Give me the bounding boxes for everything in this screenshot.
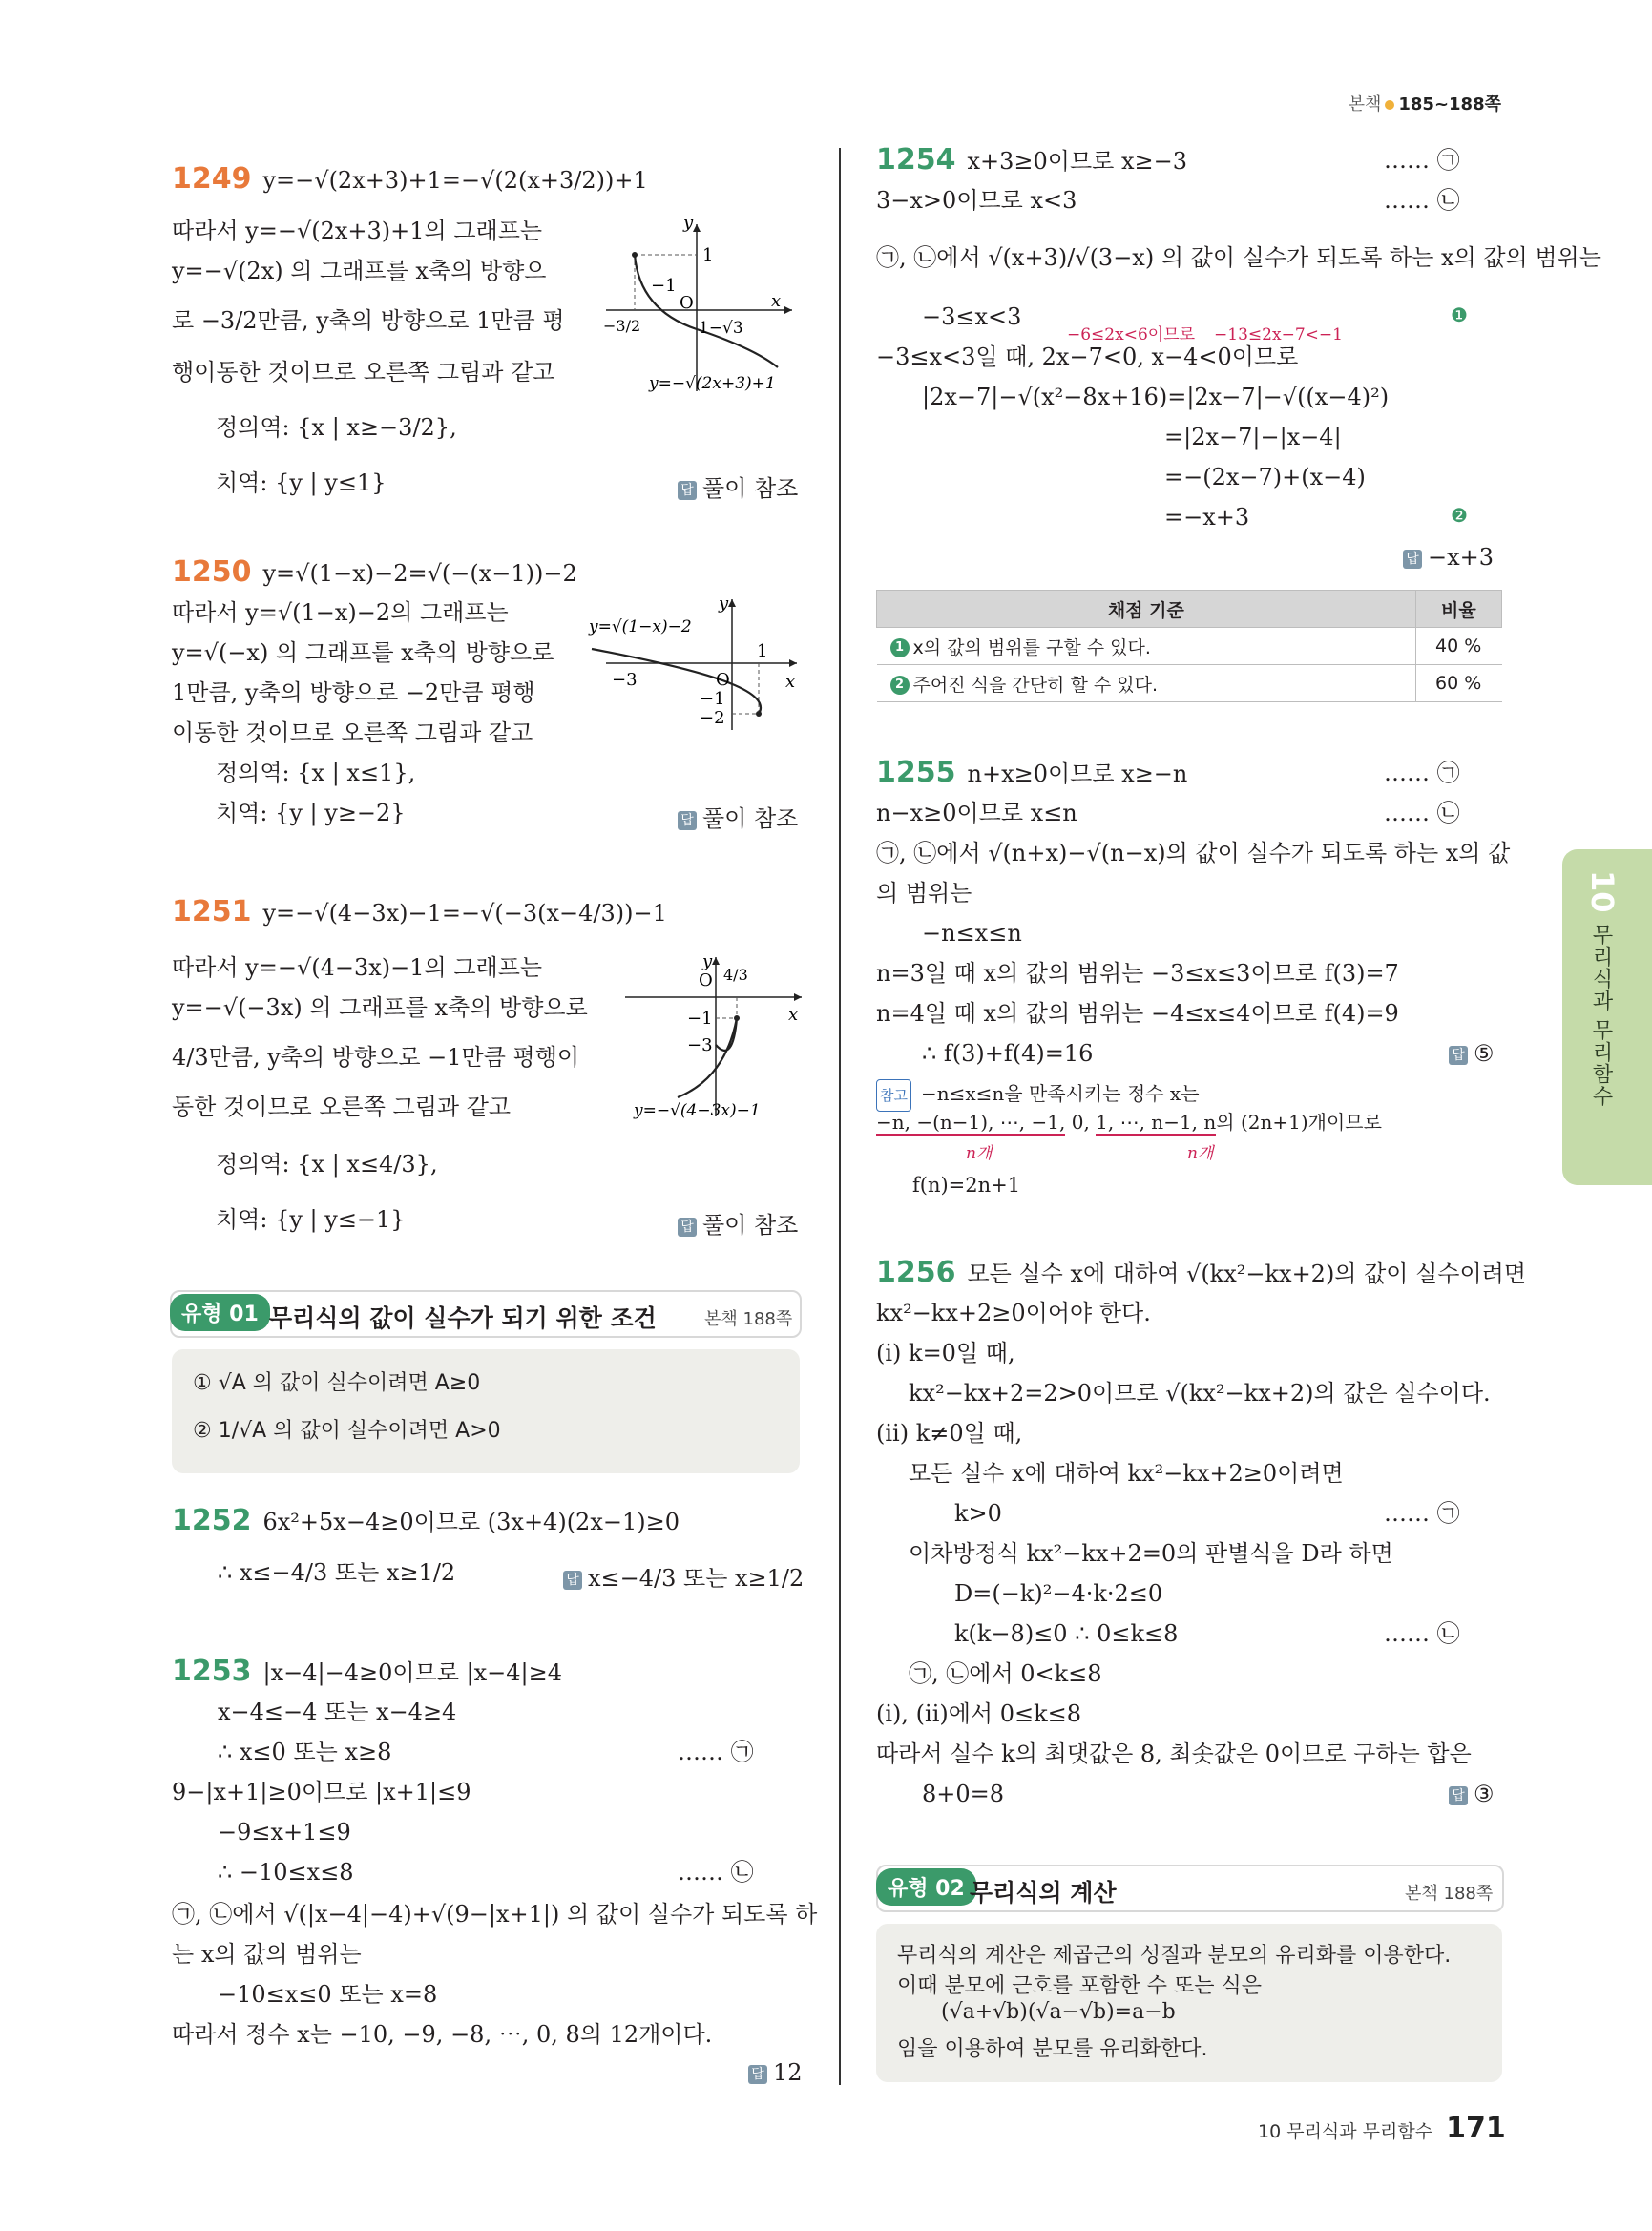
problem-number: 1251: [172, 895, 252, 928]
p1255-line3: ㉠, ㉡에서 √(n+x)−√(n−x)의 값이 실수가 되도록 하는 x의 값: [876, 840, 1511, 866]
bullet-dot-icon: [1385, 100, 1394, 110]
p1255-line4: 의 범위는: [876, 880, 972, 907]
type01-title: 무리식의 값이 실수가 되기 위한 조건: [269, 1304, 657, 1332]
p1251-line1: [172, 897, 667, 928]
marker-1-icon: ❶: [1451, 303, 1468, 326]
footer: [1258, 2112, 1506, 2145]
x-axis-arrow-icon: [789, 659, 797, 667]
type02-summary-line3: (√a+√b)(√a−√b)=a−b: [941, 2000, 1176, 2024]
tick-label: −3: [612, 670, 638, 690]
tick-label: −1: [687, 1009, 713, 1029]
p1249-line4: 로 −3/2만큼, y축의 방향으로 1만큼 평: [172, 307, 565, 334]
p1255-line7: n=4일 때 x의 값의 범위는 −4≤x≤4이므로 f(4)=9: [876, 1000, 1399, 1027]
p1254-tag-a: …… ㉠: [1384, 147, 1460, 174]
x-label: x: [771, 291, 782, 311]
x-label: x: [788, 1005, 799, 1025]
p1252-answer: [563, 1559, 804, 1593]
grading-ratio: 60 %: [1415, 665, 1501, 702]
grading-ratio: 40 %: [1415, 628, 1501, 665]
p1256-line12: (i), (ii)에서 0≤k≤8: [876, 1700, 1082, 1727]
answer-text: x≤−4/3 또는 x≥1/2: [588, 1565, 805, 1592]
equation: n+x≥0이므로 x≥−n: [967, 761, 1188, 787]
marker-icon: 2: [890, 676, 910, 695]
grading-criteria: [877, 665, 1416, 702]
p1254-line3: ㉠, ㉡에서 √(x+3)/√(3−x) 의 값이 실수가 되도록 하는 x의 값의 범위는: [876, 244, 1601, 271]
function-curve: [678, 1018, 737, 1097]
p1250-line3: y=√(−x) 의 그래프를 x축의 방향으로: [172, 639, 554, 666]
p1253-line9: −10≤x≤0 또는 x=8: [218, 1981, 438, 2008]
p1253-line3: ∴ x≤0 또는 x≥8: [218, 1739, 392, 1765]
p1255-line2: n−x≥0이므로 x≤n: [876, 800, 1077, 826]
x-axis-arrow-icon: [784, 306, 792, 314]
p1252-line2: ∴ x≤−4/3 또는 x≥1/2: [218, 1559, 456, 1586]
equation: x+3≥0이므로 x≥−3: [967, 148, 1187, 175]
header-pages: 185~188쪽: [1398, 94, 1501, 115]
p1254-line6: |2x−7|−√(x²−8x+16)=|2x−7|−√((x−4)²): [922, 384, 1390, 410]
grading-table: [876, 590, 1502, 702]
type02-summary-line2: 이때 분모에 근호를 포함한 수 또는 식은: [897, 1974, 1262, 1998]
p1251-answer: [678, 1206, 798, 1240]
p1253-line6: ∴ −10≤x≤8: [218, 1859, 354, 1886]
note-suffix: 의 (2n+1)개이므로: [1216, 1111, 1382, 1134]
function-curve: [635, 255, 778, 367]
p1256-line4: kx²−kx+2=2>0이므로 √(kx²−kx+2)의 값은 실수이다.: [909, 1380, 1491, 1407]
y-label: y: [702, 951, 713, 971]
origin-label: O: [699, 970, 713, 990]
tick-label: 1−√3: [699, 319, 743, 338]
p1249-graph: [592, 215, 802, 396]
p1251-line4: 4/3만큼, y축의 방향으로 −1만큼 평행이: [172, 1044, 580, 1071]
tick-label: −2: [700, 708, 725, 728]
negative-range: −n, −(n−1), ⋯, −1,: [876, 1111, 1066, 1134]
origin-label: O: [716, 670, 730, 690]
criteria-text: x의 값의 범위를 구할 수 있다.: [912, 636, 1151, 658]
p1250-graph: [587, 592, 806, 735]
count-label: n개: [966, 1144, 993, 1163]
tick-label: 4/3: [723, 966, 748, 984]
type02-summary-line1: 무리식의 계산은 제곱근의 성질과 분모의 유리화를 이용한다.: [897, 1944, 1452, 1968]
answer-icon: 답: [678, 481, 697, 500]
marker-icon: 1: [890, 638, 910, 657]
p1255-line6: n=3일 때 x의 값의 범위는 −3≤x≤3이므로 f(3)=7: [876, 960, 1399, 987]
chapter-title: 무리식과 무리함수: [1589, 924, 1613, 1107]
y-label: y: [683, 215, 694, 233]
criteria-text: 주어진 식을 간단히 할 수 있다.: [912, 674, 1158, 696]
problem-number: 1253: [172, 1655, 252, 1688]
y-axis-arrow-icon: [712, 957, 720, 965]
curve-equation: y=√(1−x)−2: [589, 617, 692, 636]
p1249-line3: y=−√(2x) 의 그래프를 x축의 방향으: [172, 258, 547, 284]
type01-condition-2: ② 1/√A 의 값이 실수이려면 A>0: [193, 1419, 501, 1443]
p1254-line2: 3−x>0이므로 x<3: [876, 187, 1077, 214]
answer-text: ③: [1474, 1781, 1495, 1807]
p1250-line1: [172, 557, 577, 589]
p1251-graph: [620, 949, 811, 1121]
tick-label: 1: [702, 245, 714, 265]
p1254-line4: −3≤x<3: [922, 303, 1022, 330]
tick-label: −3: [687, 1035, 713, 1055]
p1256-line2: kx²−kx+2≥0이어야 한다.: [876, 1300, 1151, 1326]
p1254-line9: =−x+3: [1164, 504, 1250, 531]
grading-row: [877, 628, 1502, 665]
footer-chapter: 10 무리식과 무리함수: [1258, 2121, 1433, 2142]
header-prefix: 본책: [1348, 94, 1382, 115]
tick-label: −1: [651, 276, 677, 296]
p1251-line3: y=−√(−3x) 의 그래프를 x축의 방향으로: [172, 994, 588, 1021]
curve-equation: y=−√(2x+3)+1: [649, 374, 776, 393]
answer-text: 풀이 참조: [702, 1212, 799, 1239]
p1255-note2: [876, 1107, 1382, 1137]
zero: 0,: [1065, 1111, 1097, 1134]
positive-range: 1, ⋯, n−1, n: [1096, 1111, 1217, 1134]
p1251-domain: 정의역: {x | x≤4/3},: [216, 1151, 438, 1178]
p1254-tag-b: …… ㉡: [1384, 187, 1460, 214]
p1249-line2: 따라서 y=−√(2x+3)+1의 그래프는: [172, 218, 543, 244]
start-point: [632, 252, 638, 258]
p1252-line1: [172, 1506, 680, 1537]
tick-label: −1: [700, 689, 725, 709]
type01-condition-1: ① √A 의 값이 실수이려면 A≥0: [193, 1371, 481, 1395]
equation: y=−√(2x+3)+1=−√(2(x+3/2))+1: [262, 167, 648, 194]
curve-equation: y=−√(4−3x)−1: [634, 1101, 761, 1120]
p1253-line10: 따라서 정수 x는 −10, −9, −8, ⋯, 0, 8의 12개이다.: [172, 2021, 713, 2048]
type02-ref: 본책 188쪽: [1405, 1884, 1494, 1904]
p1256-line10: k(k−8)≤0 ∴ 0≤k≤8: [954, 1620, 1179, 1647]
p1255-line5: −n≤x≤n: [922, 920, 1022, 947]
answer-icon: 답: [1449, 1046, 1468, 1065]
p1250-domain: 정의역: {x | x≤1},: [216, 760, 416, 786]
type02-title: 무리식의 계산: [970, 1879, 1117, 1907]
tick-label: −3/2: [603, 317, 641, 335]
note-tag: 참고: [876, 1079, 911, 1112]
p1255-line1: [876, 758, 1187, 789]
problem-number: 1256: [876, 1256, 956, 1289]
page-number: 171: [1446, 2112, 1506, 2145]
p1256-line7: k>0: [954, 1500, 1002, 1527]
tick-label: 1: [757, 641, 768, 661]
count-label: n개: [1187, 1144, 1214, 1163]
answer-text: 풀이 참조: [702, 805, 799, 832]
p1253-line7: ㉠, ㉡에서 √(|x−4|−4)+√(9−|x+1|) 의 값이 실수가 되도록 하: [172, 1901, 818, 1928]
p1256-line9: D=(−k)²−4·k·2≤0: [954, 1580, 1163, 1607]
p1250-line4: 1만큼, y축의 방향으로 −2만큼 평행: [172, 679, 535, 706]
p1249-domain: 정의역: {x | x≥−3/2},: [216, 414, 457, 441]
answer-icon: 답: [748, 2065, 767, 2084]
problem-number: 1255: [876, 756, 956, 789]
y-axis-arrow-icon: [693, 224, 701, 232]
p1255-note3: f(n)=2n+1: [912, 1174, 1021, 1197]
p1253-line5: −9≤x+1≤9: [218, 1819, 351, 1845]
p1255-answer: [1449, 1040, 1495, 1067]
equation: y=−√(4−3x)−1=−√(−3(x−4/3))−1: [262, 900, 667, 927]
p1250-answer: [678, 800, 798, 833]
p1254-line1: [876, 145, 1187, 177]
p1256-tag-b: …… ㉡: [1384, 1620, 1460, 1647]
start-point: [734, 1015, 740, 1021]
p1256-tag-a: …… ㉠: [1384, 1500, 1460, 1527]
p1251-line2: 따라서 y=−√(4−3x)−1의 그래프는: [172, 954, 543, 981]
p1256-line3: (i) k=0일 때,: [876, 1340, 1015, 1366]
chapter-number: 10: [1584, 870, 1621, 913]
equation: |x−4|−4≥0이므로 |x−4|≥4: [262, 1659, 562, 1686]
p1256-line5: (ii) k≠0일 때,: [876, 1420, 1023, 1447]
note-a: −6≤2x<6이므로: [1067, 325, 1196, 344]
p1250-range: 치역: {y | y≥−2}: [216, 800, 406, 826]
x-label: x: [785, 672, 796, 692]
p1256-line1: [876, 1258, 1526, 1289]
grading-header-criteria: 채점 기준: [877, 591, 1416, 628]
note-b: −13≤2x−7<−1: [1214, 325, 1343, 344]
p1256-line14: 8+0=8: [922, 1781, 1005, 1807]
p1253-line1: [172, 1657, 562, 1688]
origin-label: O: [680, 293, 694, 313]
p1254-line5: −3≤x<3일 때, 2x−7<0, x−4<0이므로: [876, 344, 1299, 370]
p1249-line5: 행이동한 것이므로 오른쪽 그림과 같고: [172, 359, 555, 386]
p1253-answer: [748, 2059, 803, 2086]
answer-icon: 답: [1449, 1786, 1468, 1805]
end-point: [756, 711, 762, 717]
p1256-answer: [1449, 1781, 1495, 1807]
note-text: −n≤x≤n을 만족시키는 정수 x는: [920, 1082, 1200, 1105]
p1254-answer: [1403, 544, 1494, 571]
p1255-tag-b: …… ㉡: [1384, 800, 1460, 826]
answer-icon: 답: [563, 1571, 582, 1590]
type02-tag: 유형 02: [876, 1868, 976, 1906]
p1251-line5: 동한 것이므로 오른쪽 그림과 같고: [172, 1094, 512, 1120]
p1253-line2: x−4≤−4 또는 x−4≥4: [218, 1699, 457, 1725]
column-divider: [839, 148, 841, 2085]
answer-text: ⑤: [1474, 1040, 1495, 1067]
equation: 6x²+5x−4≥0이므로 (3x+4)(2x−1)≥0: [262, 1509, 680, 1535]
p1250-line5: 이동한 것이므로 오른쪽 그림과 같고: [172, 719, 533, 746]
p1249-answer: [678, 469, 798, 503]
p1249-line1: [172, 164, 648, 196]
problem-number: 1250: [172, 555, 252, 589]
answer-text: 12: [773, 2059, 803, 2086]
p1256-line6: 모든 실수 x에 대하여 kx²−kx+2≥0이려면: [909, 1460, 1344, 1487]
equation: y=√(1−x)−2=√(−(x−1))−2: [262, 560, 577, 587]
problem-number: 1254: [876, 143, 956, 177]
p1253-tag-b: …… ㉡: [678, 1859, 754, 1886]
p1253-tag-a: …… ㉠: [678, 1739, 754, 1765]
problem-number: 1252: [172, 1504, 252, 1537]
p1253-line8: 는 x의 값의 범위는: [172, 1941, 362, 1968]
answer-text: 풀이 참조: [702, 475, 799, 502]
answer-icon: 답: [678, 811, 697, 830]
answer-icon: 답: [1403, 550, 1422, 569]
y-axis-arrow-icon: [728, 599, 736, 607]
p1254-line8: =−(2x−7)+(x−4): [1164, 464, 1366, 490]
problem-number: 1249: [172, 162, 252, 196]
answer-icon: 답: [678, 1218, 697, 1237]
grading-row: [877, 665, 1502, 702]
p1249-range: 치역: {y | y≤1}: [216, 469, 387, 496]
p1254-line7: =|2x−7|−|x−4|: [1164, 424, 1342, 450]
grading-header-ratio: 비율: [1415, 591, 1501, 628]
y-label: y: [719, 594, 729, 614]
type02-summary-line4: 임을 이용하여 분모를 유리화한다.: [897, 2037, 1208, 2061]
x-axis-arrow-icon: [794, 993, 802, 1001]
p1256-line11: ㉠, ㉡에서 0<k≤8: [909, 1660, 1102, 1687]
answer-text: −x+3: [1428, 544, 1495, 571]
p1256-line8: 이차방정식 kx²−kx+2=0의 판별식을 D라 하면: [909, 1540, 1393, 1567]
p1250-line2: 따라서 y=√(1−x)−2의 그래프는: [172, 599, 509, 626]
p1255-line8: ∴ f(3)+f(4)=16: [922, 1040, 1094, 1067]
p1255-tag-a: …… ㉠: [1384, 760, 1460, 786]
equation: 모든 실수 x에 대하여 √(kx²−kx+2)의 값이 실수이려면: [967, 1261, 1527, 1287]
grading-header-row: [877, 591, 1502, 628]
p1256-line13: 따라서 실수 k의 최댓값은 8, 최솟값은 0이므로 구하는 합은: [876, 1741, 1472, 1767]
type01-tag: 유형 01: [170, 1294, 270, 1331]
p1251-range: 치역: {y | y≤−1}: [216, 1206, 406, 1233]
type01-ref: 본책 188쪽: [704, 1309, 793, 1329]
header-page-ref: [1349, 91, 1501, 115]
p1253-line4: 9−|x+1|≥0이므로 |x+1|≤9: [172, 1779, 471, 1805]
grading-criteria: [877, 628, 1416, 665]
marker-2-icon: ❷: [1451, 504, 1468, 527]
